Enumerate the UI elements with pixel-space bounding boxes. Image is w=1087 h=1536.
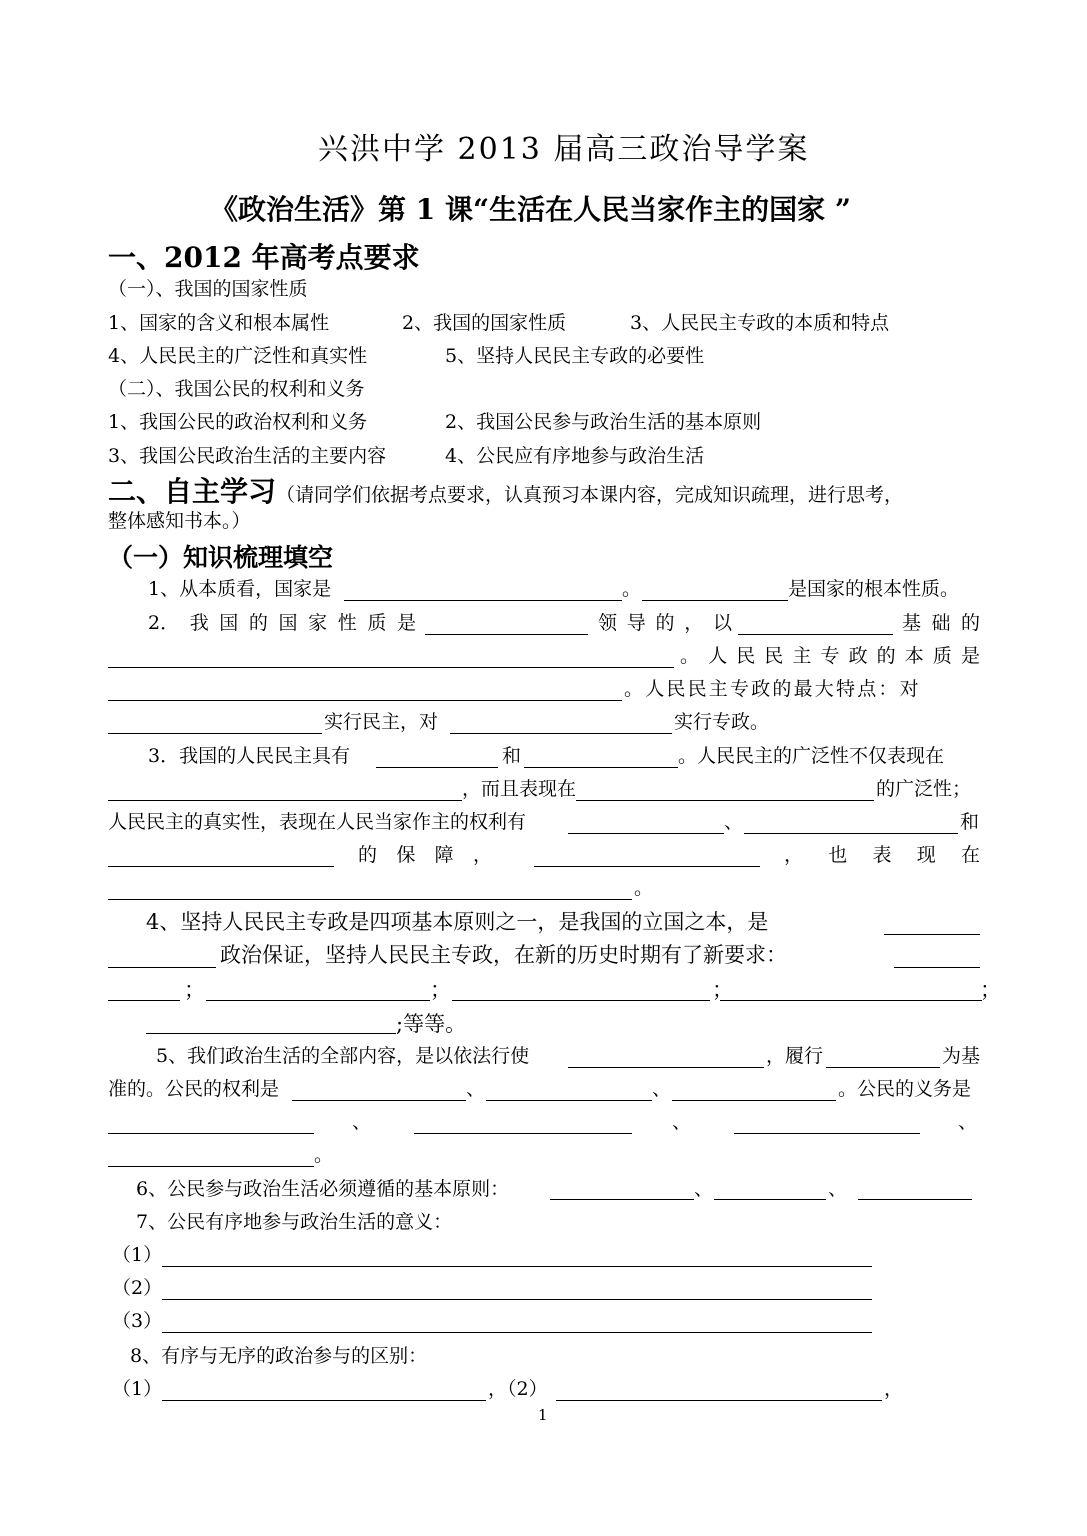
char: 家 [308, 612, 328, 634]
question-text: 4、坚持人民民主专政是四项基本原则之一，是我国的立国之本，是 [146, 910, 769, 934]
char: ， [784, 844, 804, 866]
char: 表 [872, 844, 892, 866]
question-text: 6、公民参与政治生活必须遵循的基本原则： [136, 1178, 510, 1200]
outline-item: 3、我国公民政治生活的主要内容 [108, 445, 387, 467]
question-text: 。 [314, 1144, 334, 1166]
section-note: （请同学们依据考点要求，认真预习本课内容，完成知识疏理，进行思考， [276, 484, 904, 506]
answer-blank[interactable] [556, 1400, 882, 1401]
char: 础 [931, 612, 951, 634]
separator: ； [430, 978, 451, 1002]
char: 的 [248, 612, 268, 634]
outline-item: 5、坚持人民民主专政的必要性 [445, 345, 705, 367]
question-text: 7、公民有序地参与政治生活的意义： [136, 1211, 453, 1233]
question-text [598, 610, 732, 636]
char: ， [684, 612, 704, 634]
question-text: 和 [502, 745, 522, 767]
char: 性 [337, 612, 357, 634]
char: 2． [148, 612, 180, 634]
char: 专 [820, 645, 840, 667]
question-text [784, 842, 980, 868]
outline-item: 4、人民民主的广泛性和真实性 [108, 345, 368, 367]
outline-item: 1、我国公民的政治权利和义务 [108, 411, 368, 433]
question-text: 。 [622, 578, 642, 600]
question-text: 政治保证，坚持人民民主专政，在新的历史时期有了新要求： [220, 943, 787, 967]
answer-blank[interactable] [894, 967, 980, 968]
answer-blank[interactable] [108, 667, 674, 668]
answer-blank[interactable] [550, 1199, 694, 1200]
answer-blank[interactable] [738, 634, 893, 635]
separator: ； [184, 978, 205, 1002]
outline-item: 1、国家的含义和根本属性 [108, 312, 330, 334]
char: 主 [792, 645, 812, 667]
question-text [680, 643, 980, 669]
separator: ； [980, 978, 1001, 1002]
page-title: 兴洪中学 2013 届高三政治导学案 [318, 132, 810, 167]
question-text: 是国家的根本性质。 [788, 578, 960, 600]
char: 是 [396, 612, 416, 634]
subsection-heading: （一）知识梳理填空 [108, 543, 334, 572]
answer-blank[interactable] [534, 866, 760, 867]
outline-item: 3、人民民主专政的本质和特点 [630, 312, 890, 334]
question-text: ， [884, 1378, 904, 1400]
answer-blank[interactable] [108, 866, 334, 867]
answer-blank[interactable] [576, 800, 874, 801]
section-note: 整体感知书本。） [108, 510, 251, 532]
char: 国 [219, 612, 239, 634]
char: 障 [434, 844, 454, 866]
question-text: 。 [634, 877, 654, 899]
item-label: （1） [112, 1244, 163, 1266]
char: 的 [655, 612, 675, 634]
answer-blank[interactable] [486, 1100, 652, 1101]
answer-blank[interactable] [826, 1067, 940, 1068]
char: 本 [904, 645, 924, 667]
question-text: ;等等。 [396, 1012, 467, 1036]
item-label: ，（2） [488, 1378, 548, 1400]
answer-blank[interactable] [108, 800, 462, 801]
question-text: 5、我们政治生活的全部内容，是以依法行使 [156, 1045, 530, 1067]
outline-item: 4、公民应有序地参与政治生活 [445, 445, 705, 467]
question-text: 。人民民主专政的最大特点：对 [624, 678, 921, 700]
question-text: 8、有序与无序的政治参与的区别： [130, 1345, 428, 1367]
answer-blank[interactable] [450, 733, 672, 734]
question-text [148, 610, 416, 636]
char: 是 [960, 645, 980, 667]
answer-blank[interactable] [108, 700, 622, 701]
question-text: 、 [724, 811, 744, 833]
question-text: 1、从本质看，国家是 [148, 578, 332, 600]
question-text: 。公民的义务是 [838, 1078, 972, 1100]
question-text: 实行民主，对 [324, 711, 439, 733]
section-heading-row [108, 470, 903, 510]
question-text: 和 [960, 811, 980, 833]
answer-blank[interactable] [146, 1033, 396, 1034]
char: 的 [960, 612, 980, 634]
question-text: 准的。公民的权利是 [108, 1078, 280, 1100]
answer-blank[interactable] [568, 833, 724, 834]
answer-blank[interactable] [414, 1133, 632, 1134]
answer-blank[interactable] [206, 1000, 430, 1001]
item-label: （2） [112, 1277, 163, 1299]
page-subtitle: 《政治生活》第 1 课“生活在人民当家作主的国家 ” [210, 193, 851, 226]
separator: 、 [694, 1178, 714, 1200]
question-text [358, 842, 492, 868]
answer-blank[interactable] [108, 1166, 314, 1167]
question-text: 实行专政。 [674, 711, 770, 733]
char: 民 [764, 645, 784, 667]
section-heading: 一、2012 年高考点要求 [108, 241, 420, 274]
answer-blank[interactable] [108, 899, 632, 900]
question-text: 为基 [942, 1045, 981, 1067]
subsection-label: （二）、我国公民的权利和义务 [108, 378, 365, 400]
char: 民 [736, 645, 756, 667]
char: ， [472, 844, 492, 866]
separator: 、 [352, 1111, 372, 1133]
answer-blank[interactable] [734, 1133, 920, 1134]
char: 我 [189, 612, 209, 634]
separator: 、 [466, 1078, 486, 1100]
char: 质 [367, 612, 387, 634]
answer-blank[interactable] [524, 767, 678, 768]
answer-blank[interactable] [884, 934, 980, 935]
answer-blank[interactable] [376, 767, 498, 768]
answer-blank[interactable] [714, 1199, 826, 1200]
item-label: （3） [112, 1310, 163, 1332]
answer-blank[interactable] [162, 1266, 872, 1267]
answer-blank[interactable] [744, 833, 958, 834]
subsection-label: （一）、我国的国家性质 [108, 278, 308, 300]
separator: 、 [958, 1111, 978, 1133]
char: 人 [708, 645, 728, 667]
answer-blank[interactable] [672, 1100, 836, 1101]
char: 政 [848, 645, 868, 667]
answer-blank[interactable] [642, 600, 788, 601]
outline-item: 2、我国公民参与政治生活的基本原则 [445, 411, 762, 433]
question-text: 3．我国的人民民主具有 [148, 745, 351, 767]
answer-blank[interactable] [720, 1000, 982, 1001]
outline-item: 2、我国的国家性质 [402, 312, 567, 334]
answer-blank[interactable] [108, 1000, 180, 1001]
answer-blank[interactable] [162, 1332, 872, 1333]
separator: 、 [672, 1111, 692, 1133]
answer-blank[interactable] [344, 600, 622, 601]
question-text: 人民民主的真实性，表现在人民当家作主的权利有 [108, 811, 527, 833]
separator: 、 [652, 1078, 672, 1100]
answer-blank[interactable] [452, 1000, 710, 1001]
answer-blank[interactable] [568, 1067, 764, 1068]
answer-blank[interactable] [162, 1299, 872, 1300]
char: 保 [396, 844, 416, 866]
question-text: 的广泛性； [876, 778, 972, 800]
char: 的 [358, 844, 378, 866]
answer-blank[interactable] [858, 1199, 972, 1200]
char: 现 [916, 844, 936, 866]
question-text: 。人民民主的广泛性不仅表现在 [678, 745, 945, 767]
char: 在 [960, 844, 980, 866]
char: 。 [680, 645, 700, 667]
page-number: 1 [538, 1406, 548, 1424]
answer-blank[interactable] [108, 1133, 314, 1134]
answer-blank[interactable] [108, 733, 322, 734]
char: 领 [598, 612, 618, 634]
separator: 、 [828, 1178, 848, 1200]
answer-blank[interactable] [162, 1400, 486, 1401]
answer-blank[interactable] [292, 1100, 466, 1101]
question-text [902, 610, 980, 636]
item-label: （1） [112, 1378, 163, 1400]
char: 基 [902, 612, 922, 634]
question-text: ，履行 [766, 1045, 824, 1067]
char: 也 [828, 844, 848, 866]
char: 导 [626, 612, 646, 634]
answer-blank[interactable] [108, 967, 216, 968]
separator: ； [712, 978, 733, 1002]
char: 国 [278, 612, 298, 634]
char: 以 [712, 612, 732, 634]
char: 的 [876, 645, 896, 667]
question-text: ，而且表现在 [462, 778, 577, 800]
section-heading: 二、自主学习 [108, 475, 277, 508]
answer-blank[interactable] [425, 634, 588, 635]
char: 质 [932, 645, 952, 667]
